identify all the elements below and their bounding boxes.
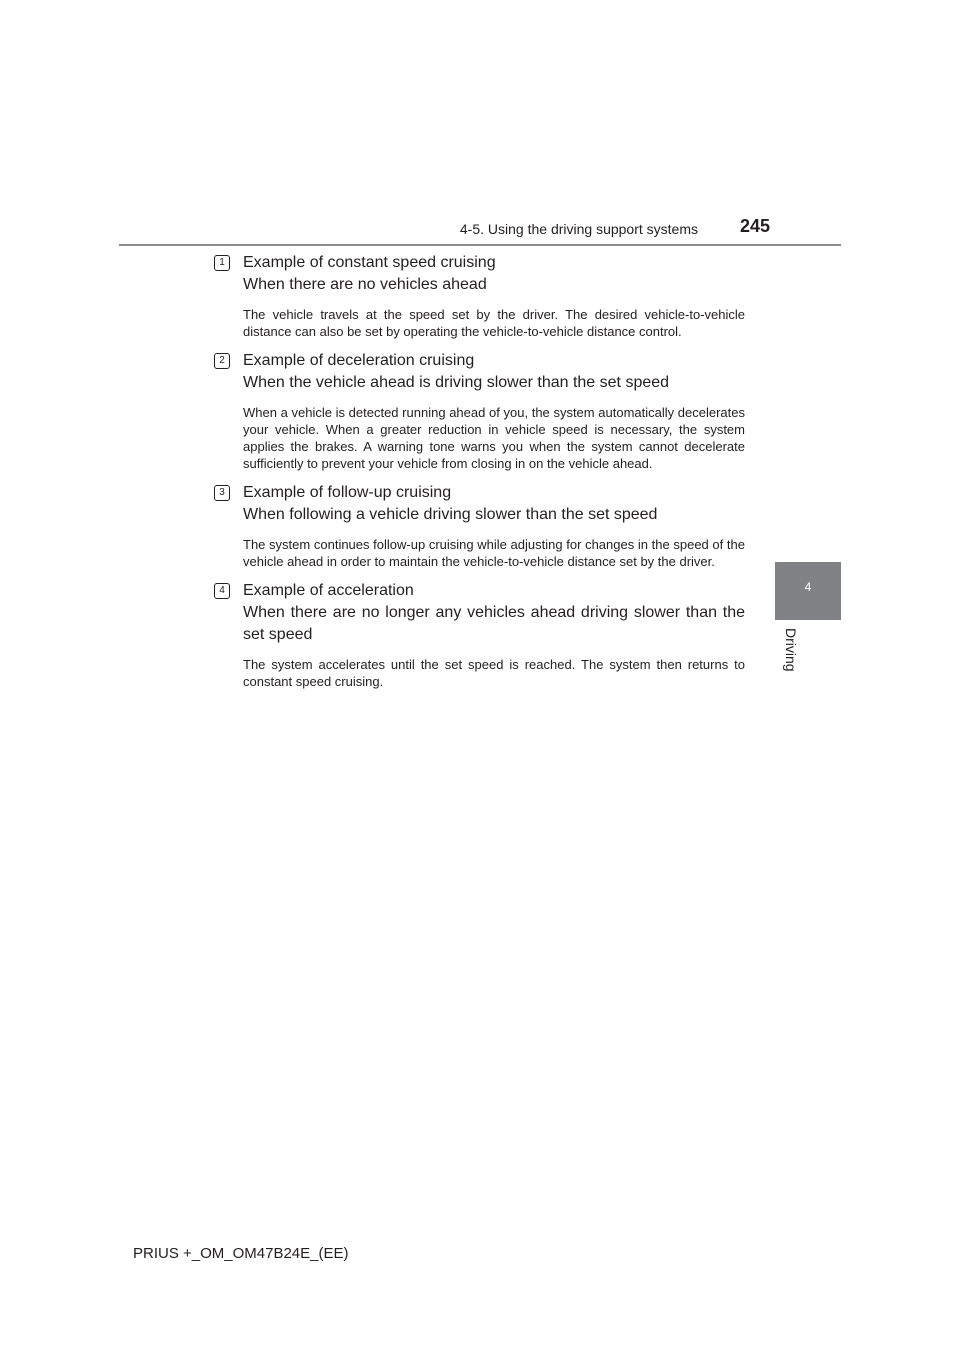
list-item <box>214 350 745 472</box>
chapter-tab <box>775 562 841 620</box>
item-title: Example of constant speed cruising <box>243 254 496 271</box>
page-header <box>0 0 960 250</box>
item-subtitle: When following a vehicle driving slower than the set speed <box>243 506 658 523</box>
item-number-badge: 3 <box>214 485 230 501</box>
chapter-number: 4 <box>804 580 812 594</box>
page-number: 245 <box>740 216 771 236</box>
section-title: 4-5. Using the driving support systems <box>459 221 698 237</box>
item-number-badge: 4 <box>214 583 230 599</box>
item-subtitle: When there are no vehicles ahead <box>243 276 487 293</box>
main-content <box>214 252 745 700</box>
item-title: Example of follow-up cruising <box>243 484 452 501</box>
chapter-label <box>781 628 801 688</box>
header-divider <box>119 244 841 246</box>
item-title: Example of deceleration cruising <box>243 352 475 369</box>
item-body: The system continues follow-up cruising while adjusting for changes in the speed of the vehicle ahead in order to maintain the vehicle-to-vehicle distance set by the driver. <box>243 537 745 569</box>
item-subtitle: When there are no longer any vehicles ahead driving slower than the set speed <box>243 604 745 643</box>
item-title: Example of acceleration <box>243 582 414 599</box>
chapter-label-text: Driving <box>783 628 799 672</box>
item-body: The vehicle travels at the speed set by the driver. The desired vehicle-to-vehicle distance can also be set by operating the vehicle-to-vehicle distance control. <box>243 307 745 339</box>
list-item <box>214 482 745 570</box>
footer-model-code: PRIUS +_OM_OM47B24E_(EE) <box>133 1245 349 1262</box>
list-item <box>214 252 745 340</box>
list-item <box>214 580 745 690</box>
item-body: When a vehicle is detected running ahead of you, the system automatically decelerates your vehicle. When a greater reduction in vehicle speed is necessary, the system applies the brakes. A warning tone warns you when the system cannot decelerate sufficiently to prevent your vehicle from closing in on the vehicle ahead. <box>243 405 745 471</box>
item-subtitle: When the vehicle ahead is driving slower than the set speed <box>243 374 670 391</box>
item-number-badge: 1 <box>214 255 230 271</box>
item-body: The system accelerates until the set speed is reached. The system then returns to constant speed cruising. <box>243 657 745 689</box>
item-number-badge: 2 <box>214 353 230 369</box>
